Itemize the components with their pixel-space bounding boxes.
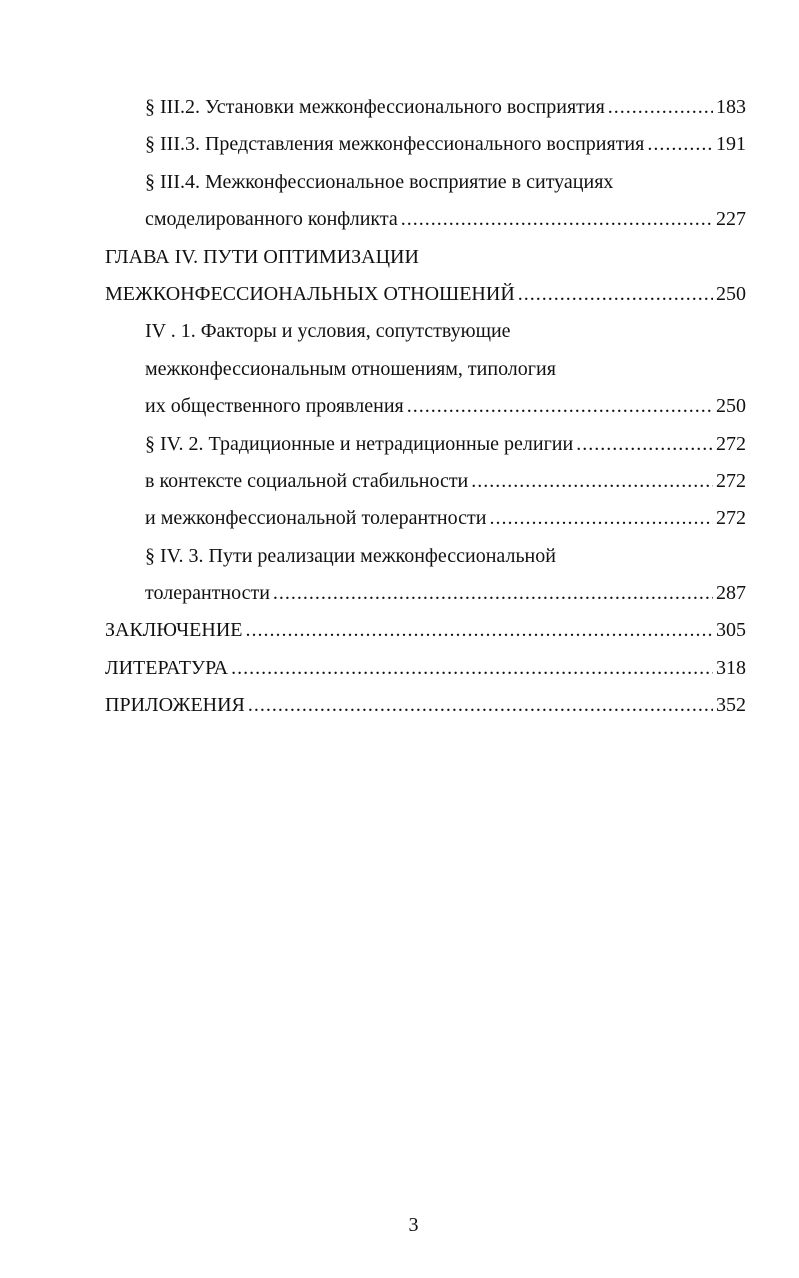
dot-leader [231, 657, 713, 680]
toc-entry-title: МЕЖКОНФЕССИОНАЛЬНЫХ ОТНОШЕНИЙ [105, 282, 515, 305]
toc-entry [105, 246, 746, 283]
toc-entry-title: их общественного проявления [145, 395, 404, 418]
toc-entry [105, 208, 746, 245]
toc-entry [105, 133, 746, 170]
toc-entry-page: 272 [716, 432, 746, 455]
toc-entry [105, 358, 746, 395]
toc-entry-title: ГЛАВА IV. ПУТИ ОПТИМИЗАЦИИ [105, 245, 419, 268]
dot-leader [407, 395, 713, 418]
dot-leader [489, 507, 713, 530]
toc-entry-page: 272 [716, 507, 746, 530]
toc-entry-title: § III.3. Представления межконфессионального восприятия [145, 133, 645, 156]
toc-entry-page: 250 [716, 282, 746, 305]
toc-entry [105, 96, 746, 133]
dot-leader [245, 619, 713, 642]
dot-leader [471, 470, 713, 493]
toc-entry-page: 183 [716, 96, 746, 118]
toc-entry [105, 507, 746, 544]
dot-leader [518, 283, 713, 306]
toc-entry-title: толерантности [145, 582, 270, 605]
page-number: 3 [408, 1214, 419, 1236]
toc-entry-page: 272 [716, 469, 746, 492]
toc-entry-title: § IV. 2. Традиционные и нетрадиционные религии [145, 432, 574, 455]
toc-entry-title: IV . 1. Факторы и условия, сопутствующие [145, 320, 511, 343]
toc-entry-title: ПРИЛОЖЕНИЯ [105, 694, 245, 717]
toc-entry-page: 287 [716, 582, 746, 605]
toc-entry [105, 545, 746, 582]
dot-leader [248, 694, 713, 717]
toc-entry [105, 582, 746, 619]
toc-entry [105, 619, 746, 656]
toc-entry-title: § III.2. Установки межконфессионального восприятия [145, 96, 605, 118]
toc-entry-title: ЗАКЛЮЧЕНИЕ [105, 619, 243, 642]
toc-entry-page: 305 [716, 619, 746, 642]
toc-entry-title: § IV. 3. Пути реализации межконфессиональной [145, 544, 556, 567]
dot-leader [576, 433, 713, 456]
dot-leader [608, 96, 713, 119]
toc-entry [105, 657, 746, 694]
toc-entry [105, 171, 746, 208]
toc-entry-title: в контексте социальной стабильности [145, 469, 469, 492]
dot-leader [401, 208, 713, 231]
toc-entry-page: 191 [716, 133, 746, 156]
toc-entry-page: 227 [716, 208, 746, 231]
toc-entry [105, 320, 746, 357]
toc-entry [105, 470, 746, 507]
toc-entry-title: смоделированного конфликта [145, 208, 398, 231]
toc-entry [105, 395, 746, 432]
table-of-contents [105, 96, 746, 732]
toc-entry-title: и межконфессиональной толерантности [145, 507, 487, 530]
toc-entry [105, 694, 746, 731]
toc-entry-title: ЛИТЕРАТУРА [105, 656, 229, 679]
toc-entry [105, 433, 746, 470]
toc-entry-title: межконфессиональным отношениям, типология [145, 357, 556, 380]
toc-entry-page: 318 [716, 656, 746, 679]
dot-leader [647, 133, 713, 156]
toc-entry-page: 352 [716, 694, 746, 717]
toc-entry-page: 250 [716, 395, 746, 418]
toc-entry-title: § III.4. Межконфессиональное восприятие в ситуациях [145, 170, 614, 193]
toc-entry [105, 283, 746, 320]
dot-leader [273, 582, 713, 605]
